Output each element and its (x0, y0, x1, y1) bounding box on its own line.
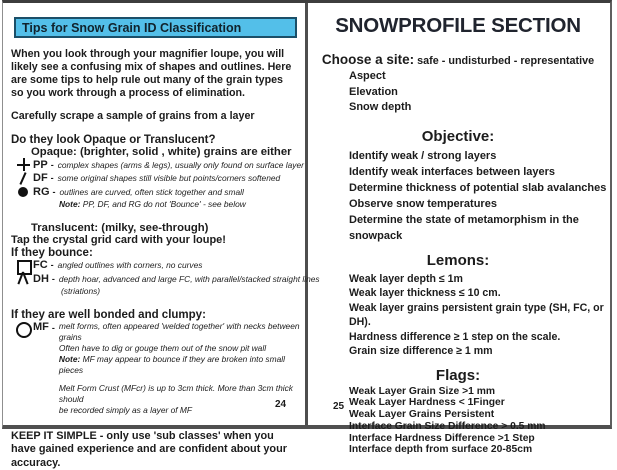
flags-item: Weak Layer Grain Size >1 mm (349, 386, 608, 398)
translucent-heading (31, 222, 303, 234)
objective-item: Observe snow temperatures (349, 196, 608, 212)
intro-paragraph: When you look through your magnifier loupe, you will likely see a confusing mix of shapes and outlines. Here are some tips to help rule out many of the grain types so you work through a process of elimination. (11, 48, 295, 100)
grain-desc-fc: angled outlines with corners, no curves (58, 260, 203, 270)
grain-row-mf (13, 321, 303, 416)
dash-separator: - (52, 274, 55, 284)
rg-filled-circle-icon (13, 185, 33, 198)
opaque-rest: (brighter, solid , white) grains are either (77, 146, 292, 158)
note-label: Note: (59, 199, 80, 209)
dash-separator: - (51, 160, 54, 170)
page-title: Tips for Snow Grain ID Classification (14, 17, 297, 38)
site-item-snow-depth: Snow depth (349, 100, 608, 116)
question-opaque: Opaque (83, 134, 126, 146)
opaque-heading (31, 146, 303, 158)
translucent-rest: (milky, see-through) (98, 222, 208, 234)
site-item-aspect: Aspect (349, 69, 608, 85)
choose-site-label: Choose a site: (322, 52, 414, 67)
mf-desc-line1: melt forms, often appeared 'welded together' with necks between grains (59, 321, 303, 343)
lemons-item: Weak layer grains persistent grain type (SH, FC, or DH). (349, 301, 608, 330)
grain-row-pp (13, 158, 303, 172)
flags-item: Interface depth from surface 20-85cm (349, 444, 608, 456)
tap-instruction: Tap the crystal grid card with your loupe! (11, 234, 303, 247)
mf-open-circle-icon (13, 322, 33, 335)
df-slash-icon (13, 172, 33, 185)
question-lead: Do they look (11, 134, 83, 146)
bonded-end: : (202, 309, 206, 321)
keep-simple-lead: KEEP IT SIMPLE (11, 430, 97, 442)
scrape-instruction: Carefully scrape a sample of grains from a layer (11, 110, 303, 123)
keep-simple-rest: - only use 'sub classes' when you have gained experience and are confident about your accuracy. (11, 430, 287, 469)
grain-code-dh: DH (33, 273, 49, 285)
dash-separator: - (51, 260, 54, 270)
page-number-left: 24 (275, 399, 286, 410)
objective-item: Determine thickness of potential slab avalanches (349, 180, 608, 196)
flags-item: Weak Layer Grains Persistent (349, 409, 608, 421)
grain-row-rg (13, 185, 303, 199)
dh-caret-icon (13, 272, 33, 285)
note-text: MF may appear to bounce if they are broken into small pieces (59, 354, 285, 375)
mf-desc-line2: Often have to dig or gouge them out of the snow pit wall (59, 343, 303, 354)
lemons-item: Grain size difference ≥ 1 mm (349, 344, 608, 359)
mf-note (59, 354, 303, 376)
opaque-translucent-question (11, 134, 303, 146)
lemons-item: Hardness difference ≥ 1 step on the scale. (349, 330, 608, 345)
lemons-item: Weak layer thickness ≤ 10 cm. (349, 286, 608, 301)
flags-heading: Flags: (308, 367, 608, 384)
site-item-elevation: Elevation (349, 85, 608, 101)
objective-item: Identify weak / strong layers (349, 148, 608, 164)
keep-it-simple-paragraph (11, 430, 297, 470)
translucent-label: Translucent: (31, 222, 98, 234)
page-spread-frame (2, 0, 612, 429)
objective-item: Determine the state of metamorphism in the snowpack (349, 212, 608, 244)
bonded-lead: If they are (11, 309, 69, 321)
right-page (308, 9, 608, 427)
objective-item: Identify weak interfaces between layers (349, 164, 608, 180)
pp-plus-icon (13, 158, 33, 171)
fc-open-square-icon (13, 259, 33, 272)
question-translucent: Translucent? (144, 134, 216, 146)
bounce-heading (11, 247, 303, 259)
question-mid: or (126, 134, 144, 146)
grain-row-df (13, 172, 303, 186)
bonded-heading (11, 309, 303, 321)
flags-item: Weak Layer Hardness < 1Finger (349, 397, 608, 409)
lemons-heading: Lemons: (308, 252, 608, 269)
grain-code-pp: PP (33, 159, 48, 171)
bounce-lead: If they (11, 247, 48, 259)
objective-heading: Objective: (308, 128, 608, 145)
note-label: Note: (59, 354, 80, 364)
grain-desc-pp: complex shapes (arms & legs), usually only found on surface layer (58, 160, 304, 170)
grain-row-fc (13, 259, 303, 273)
grain-desc-rg: outlines are curved, often stick together and small (60, 187, 244, 197)
section-title: SNOWPROFILE SECTION (308, 14, 608, 38)
lemons-item: Weak layer depth ≤ 1m (349, 272, 608, 287)
grain-desc-df: some original shapes still visible but points/corners softened (58, 173, 281, 183)
bounce-bold: bounce (48, 247, 89, 259)
grain-row-dh (13, 272, 303, 286)
grain-code-fc: FC (33, 259, 48, 271)
page-number-right: 25 (333, 401, 344, 412)
note-text: PP, DF, and RG do not 'Bounce' - see below (80, 199, 245, 209)
dash-separator: - (51, 173, 54, 183)
bounce-end: : (89, 247, 93, 259)
dh-striations-note: (striations) (61, 286, 303, 296)
flags-item: Interface Hardness Difference >1 Step (349, 433, 608, 445)
mf-crust-line1: Melt Form Crust (MFcr) is up to 3cm thick. More than 3cm thick should (59, 383, 303, 405)
grain-desc-dh: depth hoar, advanced and large FC, with parallel/stacked straight lines (59, 274, 320, 284)
flags-item: Interface Grain Size Difference > 0.5 mm (349, 421, 608, 433)
grain-code-rg: RG (33, 186, 50, 198)
bonded-bold: well bonded and clumpy (69, 309, 203, 321)
mf-crust-line2: be recorded simply as a layer of MF (59, 405, 303, 416)
dash-separator: - (53, 187, 56, 197)
opaque-label: Opaque: (31, 146, 77, 158)
grain-code-mf: MF (33, 321, 49, 333)
choose-site-value: safe - undisturbed - representative (417, 55, 594, 67)
opaque-note (59, 199, 303, 210)
left-page (11, 13, 303, 425)
dash-separator: - (52, 323, 55, 333)
choose-site-line (308, 51, 608, 69)
mf-description-block (59, 321, 303, 416)
grain-code-df: DF (33, 172, 48, 184)
